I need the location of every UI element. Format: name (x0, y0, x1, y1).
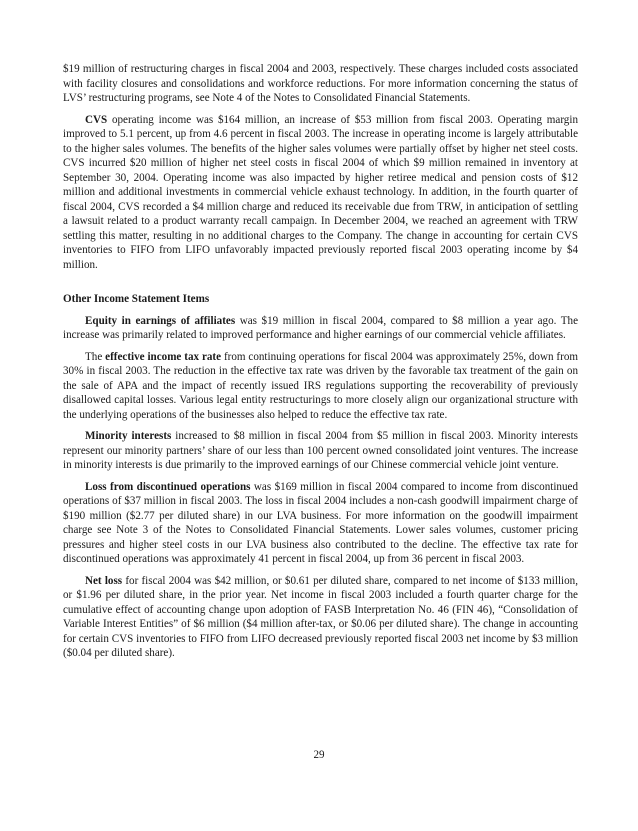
tax-text: from continuing operations for fiscal 2004 was approximately 25%, down from 30% in fiscal 2003. The reduction in the effective tax rate was driven by the favorable tax treatment of the gain on the sale of APA and the impact of recently issued IRS regulations supporting the recoverability of previously disallowed capital losses. Various legal entity restructurings to more closely align our organizational structure with the underlying operations of the businesses also helped to reduce the effective tax rate. (63, 350, 578, 421)
discontinued-text: was $169 million in fiscal 2004 compared to income from discontinued operations of $37 million in fiscal 2003. The loss in fiscal 2004 includes a non-cash goodwill impairment charge of $190 million ($2.77 per diluted share) in our LVA business. For more information on the goodwill impairment charge see Note 3 of the Notes to Consolidated Financial Statements. Lower sales volumes, customer pricing pressures and higher steel costs in our LVA business also contributed to the decline. The effective tax rate for discontinued operations was approximately 41 percent in fiscal 2004, up from 36 percent in fiscal 2003. (63, 480, 578, 565)
tax-paragraph (63, 350, 578, 423)
intro-paragraph: $19 million of restructuring charges in fiscal 2004 and 2003, respectively. These charges included costs associated with facility closures and consolidations and workforce reductions. For more information concerning the status of LVS’ restructuring programs, see Note 4 of the Notes to Consolidated Financial Statements. (63, 63, 578, 104)
tax-term: effective income tax rate (105, 350, 222, 363)
section-heading: Other Income Statement Items (63, 293, 210, 305)
minority-text: increased to $8 million in fiscal 2004 from $5 million in fiscal 2003. Minority interests represent our minority partners’ share of our less than 100 percent owned consolidated joint ventures. The increase in minority interests is due primarily to the improved earnings of our Chinese commercial vehicle joint venture. (63, 430, 578, 471)
equity-paragraph (63, 314, 578, 343)
minority-paragraph (63, 429, 578, 473)
net-loss-term: Net loss (85, 574, 123, 587)
net-loss-text: for fiscal 2004 was $42 million, or $0.61 per diluted share, compared to net income of $133 million, or $1.96 per diluted share, in the prior year. Net income in fiscal 2003 included a fourth quarter charge for the cumulative effect of accounting change upon adoption of FASB Interpretation No. 46 (FIN 46), “Consolidation of Variable Interest Entities” of $6 million ($4 million after-tax, or $0.06 per diluted share). The change in accounting for certain CVS inventories to FIFO from LIFO decreased previously reported fiscal 2003 net income by $3 million ($0.04 per diluted share). (63, 574, 578, 659)
cvs-paragraph (63, 113, 578, 273)
net-loss-paragraph (63, 574, 578, 661)
discontinued-term: Loss from discontinued operations (85, 480, 251, 493)
equity-text: was $19 million in fiscal 2004, compared to $8 million a year ago. The increase was primarily related to improved performance and higher earnings of our commercial vehicle affiliates. (63, 314, 579, 341)
equity-term: Equity in earnings of affiliates (85, 314, 236, 327)
minority-term: Minority interests (85, 430, 172, 442)
cvs-term: CVS (85, 113, 108, 126)
cvs-text: operating income was $164 million, an increase of $53 million from fiscal 2003. Operating margin improved to 5.1 percent, up from 4.6 percent in fiscal 2003. The increase in operating income is largely attributable to the higher sales volumes. The benefits of the higher sales volumes were partially offset by higher net steel costs. CVS incurred $20 million of higher net steel costs in fiscal 2004 of which $9 million remained in inventory at September 30, 2004. Operating income was also impacted by higher retiree medical and pension costs of $12 million and additional investments in commercial vehicle exhaust technology. In addition, in the fourth quarter of fiscal 2004, CVS recorded a $4 million charge and reduced its receivable due from TRW, in anticipation of settling a lawsuit related to a product warranty recall campaign. In December 2004, we reached an agreement with TRW settling this matter, resulting in no additional charges to the Company. The change in accounting for certain CVS inventories to FIFO from LIFO unfavorably impacted previously reported fiscal 2003 operating income by $4 million. (63, 113, 578, 271)
tax-prefix: The (85, 350, 106, 363)
page-number: 29 (313, 749, 325, 761)
document-page (63, 62, 578, 668)
discontinued-paragraph (63, 480, 578, 567)
